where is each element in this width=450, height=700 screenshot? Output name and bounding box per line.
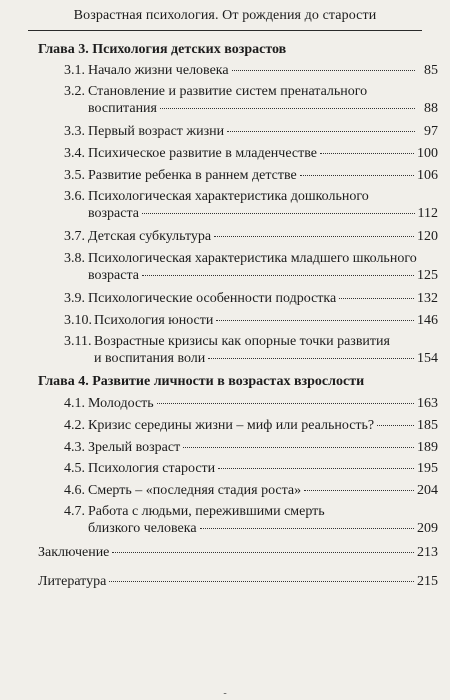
- entry-page: 112: [417, 206, 438, 221]
- entry-page: 97: [424, 124, 438, 139]
- entry-title: Психологическая характеристика дошкольного: [88, 189, 369, 204]
- entry-title: Кризис середины жизни – миф или реальность?: [88, 418, 375, 433]
- entry-number: 4.6.: [64, 483, 85, 498]
- toc-entry-3-7[interactable]: [64, 228, 438, 245]
- toc-entry-3-10[interactable]: [64, 312, 438, 329]
- running-head: Возрастная психология. От рождения до старости: [73, 8, 377, 23]
- entry-title-cont: возраста: [88, 268, 139, 283]
- entry-title: Психологическая характеристика младшего школьного: [88, 251, 417, 266]
- entry-page: 85: [424, 63, 438, 78]
- entry-title: Зрелый возраст: [88, 440, 181, 455]
- toc-entry-3-1[interactable]: [64, 62, 438, 79]
- entry-page: 213: [417, 545, 438, 560]
- entry-title: Молодость: [88, 396, 154, 411]
- entry-title: Психология юности: [94, 313, 214, 328]
- leader-dots: [157, 403, 414, 404]
- entry-title-cont: возраста: [88, 206, 139, 221]
- leader-dots: [142, 275, 414, 276]
- leader-dots: [160, 108, 415, 109]
- leader-dots: [112, 552, 414, 553]
- chapter-4-heading: Глава 4. Развитие личности в возрастах взрослости: [38, 374, 365, 389]
- leader-dots: [232, 70, 415, 71]
- leader-dots: [109, 581, 414, 582]
- entry-page: 132: [417, 291, 438, 306]
- entry-number: 4.7.: [64, 504, 85, 519]
- toc-entry-3-5[interactable]: [64, 167, 438, 184]
- entry-title: Психология старости: [88, 461, 216, 476]
- toc-entry-3-2[interactable]: [64, 83, 438, 117]
- entry-page: 204: [417, 483, 438, 498]
- toc-entry-conclusion[interactable]: [38, 545, 438, 561]
- leader-dots: [300, 175, 414, 176]
- leader-dots: [377, 425, 414, 426]
- entry-page: 189: [417, 440, 438, 455]
- leader-dots: [339, 298, 414, 299]
- entry-number: 3.11.: [64, 334, 92, 349]
- toc-entry-4-7[interactable]: [64, 503, 438, 537]
- entry-page: 185: [417, 418, 438, 433]
- entry-title-cont: близкого человека: [88, 521, 197, 536]
- toc-entry-3-3[interactable]: [64, 123, 438, 140]
- leader-dots: [142, 213, 415, 214]
- entry-title: Развитие ребенка в раннем детстве: [88, 168, 297, 183]
- toc-entry-4-2[interactable]: [64, 417, 438, 434]
- toc-entry-3-11[interactable]: [64, 333, 438, 367]
- leader-dots: [200, 528, 414, 529]
- entry-number: 4.3.: [64, 440, 85, 455]
- toc-entry-4-3[interactable]: [64, 439, 438, 456]
- entry-title: Становление и развитие систем пренатального: [88, 84, 368, 99]
- entry-title: Литература: [38, 574, 107, 589]
- entry-title: Начало жизни человека: [88, 63, 229, 78]
- entry-page: 106: [417, 168, 438, 183]
- bottom-mark: -: [223, 688, 227, 699]
- leader-dots: [208, 358, 414, 359]
- entry-page: 120: [417, 229, 438, 244]
- toc-entry-literature[interactable]: [38, 574, 438, 590]
- entry-number: 4.5.: [64, 461, 85, 476]
- entry-title-cont: воспитания: [88, 101, 157, 116]
- leader-dots: [183, 447, 414, 448]
- chapter-3-heading: Глава 3. Психология детских возрастов: [38, 42, 287, 57]
- entry-number: 3.2.: [64, 84, 85, 99]
- entry-number: 4.1.: [64, 396, 85, 411]
- entry-title: Психическое развитие в младенчестве: [88, 146, 317, 161]
- entry-page: 125: [417, 268, 438, 283]
- entry-title: Психологические особенности подростка: [88, 291, 337, 306]
- leader-dots: [218, 468, 414, 469]
- entry-title: Заключение: [38, 545, 110, 560]
- entry-title: Детская субкультура: [88, 229, 212, 244]
- header-rule: [28, 30, 422, 31]
- entry-page: 215: [417, 574, 438, 589]
- leader-dots: [227, 131, 415, 132]
- entry-number: 3.6.: [64, 189, 85, 204]
- entry-number: 3.4.: [64, 146, 85, 161]
- entry-number: 4.2.: [64, 418, 85, 433]
- entry-number: 3.3.: [64, 124, 85, 139]
- entry-page: 163: [417, 396, 438, 411]
- entry-title: Возрастные кризисы как опорные точки развития: [94, 334, 390, 349]
- entry-page: 154: [417, 351, 438, 366]
- entry-number: 3.8.: [64, 251, 85, 266]
- entry-page: 100: [417, 146, 438, 161]
- toc-entry-3-4[interactable]: [64, 145, 438, 162]
- entry-title: Первый возраст жизни: [88, 124, 225, 139]
- entry-title: Работа с людьми, пережившими смерть: [88, 504, 325, 519]
- entry-page: 195: [417, 461, 438, 476]
- entry-number: 3.5.: [64, 168, 85, 183]
- toc-entry-4-6[interactable]: [64, 482, 438, 499]
- toc-entry-4-5[interactable]: [64, 460, 438, 477]
- entry-title: Смерть – «последняя стадия роста»: [88, 483, 302, 498]
- entry-page: 209: [417, 521, 438, 536]
- toc-entry-3-9[interactable]: [64, 290, 438, 307]
- toc-entry-3-6[interactable]: [64, 188, 438, 222]
- toc-entry-4-1[interactable]: [64, 395, 438, 412]
- entry-page: 88: [424, 101, 438, 116]
- entry-number: 3.9.: [64, 291, 85, 306]
- leader-dots: [320, 153, 414, 154]
- toc-entry-3-8[interactable]: [64, 250, 438, 284]
- leader-dots: [214, 236, 414, 237]
- leader-dots: [216, 320, 414, 321]
- entry-number: 3.10.: [64, 313, 92, 328]
- entry-title-cont: и воспитания воли: [94, 351, 206, 366]
- leader-dots: [304, 490, 414, 491]
- entry-page: 146: [417, 313, 438, 328]
- entry-number: 3.7.: [64, 229, 85, 244]
- entry-number: 3.1.: [64, 63, 85, 78]
